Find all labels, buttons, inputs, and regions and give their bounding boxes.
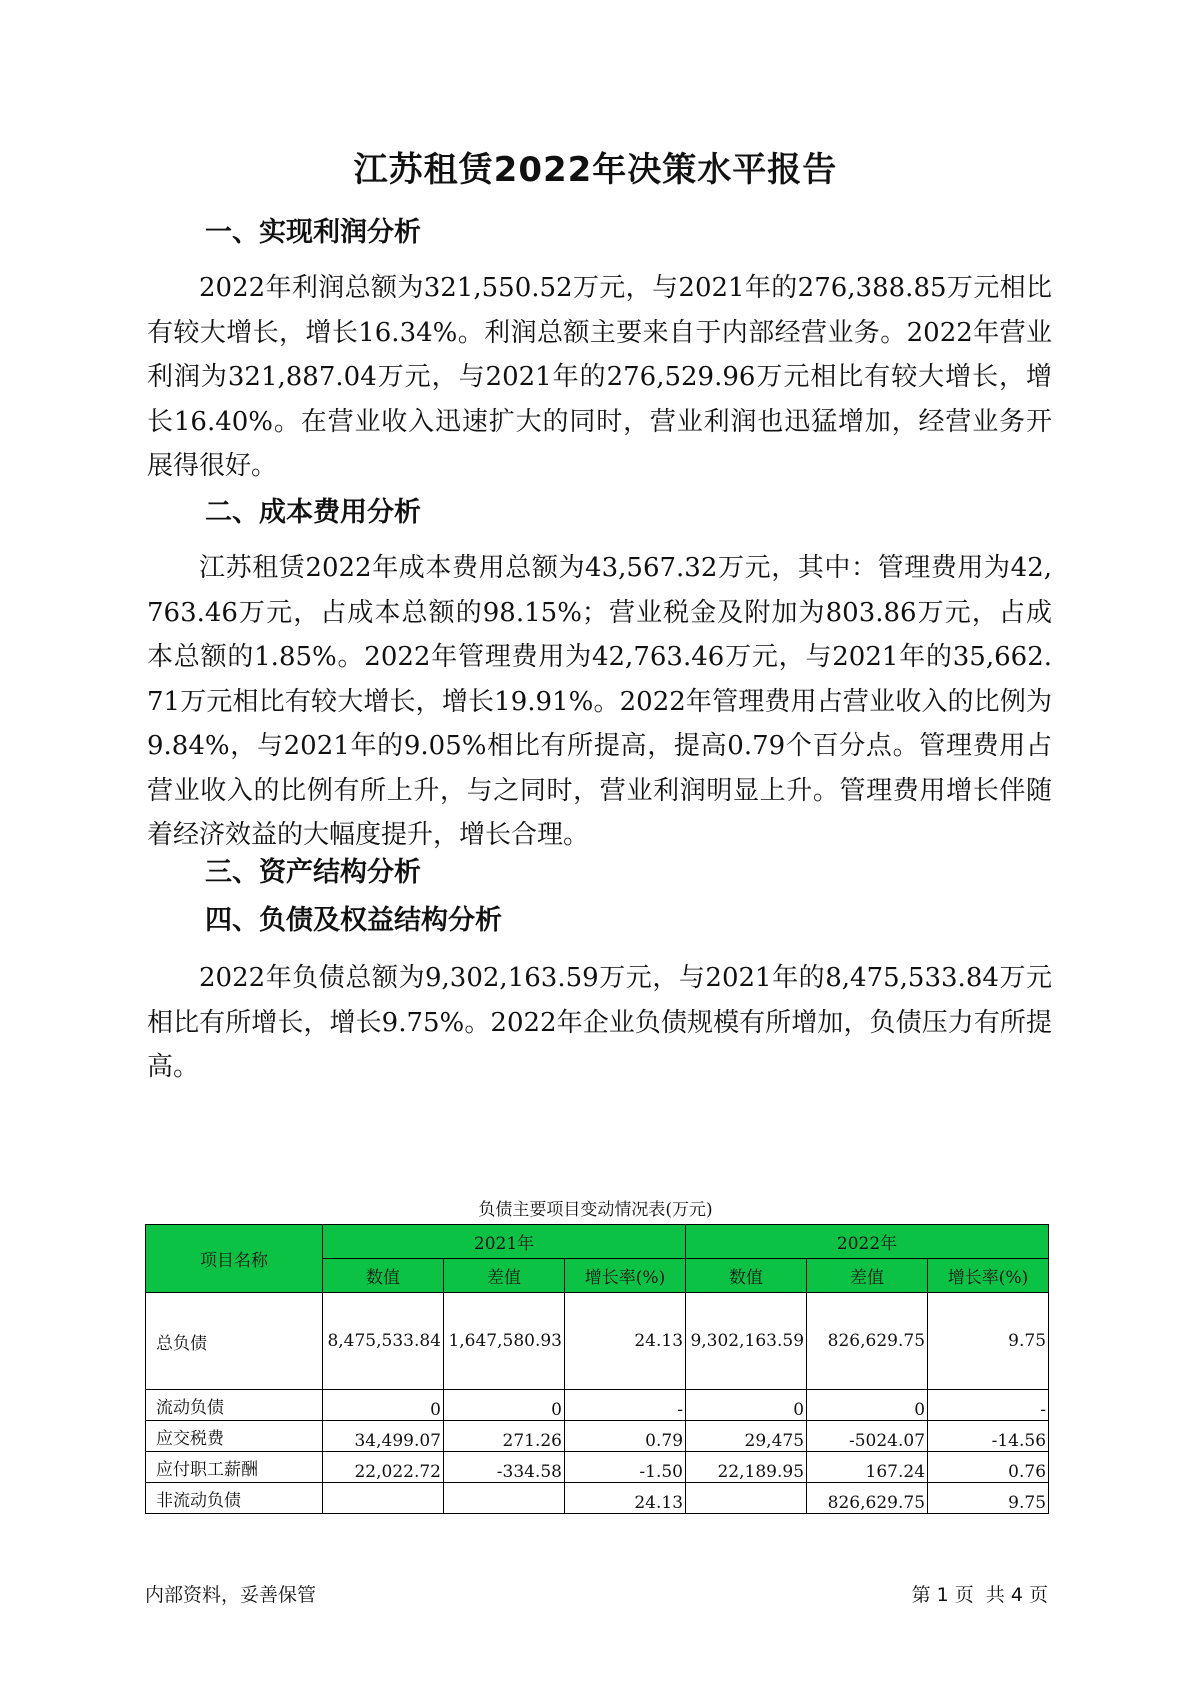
table-cell: 9.75 xyxy=(928,1483,1049,1514)
table-cell: 9.75 xyxy=(928,1293,1049,1390)
header-value: 数值 xyxy=(686,1259,807,1293)
table-row xyxy=(146,1483,1049,1514)
table-cell: 22,022.72 xyxy=(323,1452,444,1483)
section-heading-asset: 三、资产结构分析 xyxy=(205,857,421,888)
table-cell: 167.24 xyxy=(807,1452,928,1483)
table-cell: - xyxy=(928,1390,1049,1421)
header-value: 数值 xyxy=(323,1259,444,1293)
table-cell: 22,189.95 xyxy=(686,1452,807,1483)
table-cell: - xyxy=(565,1390,686,1421)
header-diff: 差值 xyxy=(444,1259,565,1293)
table-cell: -1.50 xyxy=(565,1452,686,1483)
section-heading-profit: 一、实现利润分析 xyxy=(205,217,421,248)
table-cell: 29,475 xyxy=(686,1421,807,1452)
table-row xyxy=(146,1452,1049,1483)
table-cell: 9,302,163.59 xyxy=(686,1293,807,1390)
table-cell xyxy=(444,1483,565,1514)
header-year-2022: 2022年 xyxy=(686,1225,1049,1259)
table-caption: 负债主要项目变动情况表(万元) xyxy=(478,1200,713,1220)
section-heading-liability: 四、负债及权益结构分析 xyxy=(205,905,502,936)
row-label: 非流动负债 xyxy=(146,1483,323,1514)
row-label: 应交税费 xyxy=(146,1421,323,1452)
table-cell: -334.58 xyxy=(444,1452,565,1483)
section-paragraph-liability: 2022年负债总额为9,302,163.59万元，与2021年的8,475,533.84万元相比有所增长，增长9.75%。2022年企业负债规模有所增加，负债压力有所提高。 xyxy=(147,963,1052,1082)
table-cell: 24.13 xyxy=(565,1293,686,1390)
row-label: 流动负债 xyxy=(146,1390,323,1421)
table-cell: 826,629.75 xyxy=(807,1483,928,1514)
header-item-name: 项目名称 xyxy=(146,1225,323,1293)
table-cell: 0.76 xyxy=(928,1452,1049,1483)
table-cell: -14.56 xyxy=(928,1421,1049,1452)
table-cell xyxy=(686,1483,807,1514)
table-cell: 34,499.07 xyxy=(323,1421,444,1452)
table-cell: 0 xyxy=(444,1390,565,1421)
table-row xyxy=(146,1293,1049,1390)
section-paragraph-cost: 江苏租赁2022年成本费用总额为43,567.32万元，其中：管理费用为42,763.46万元，占成本总额的98.15%；营业税金及附加为803.86万元，占成本总额的1.85%。2022年管理费用为42,763.46万元，与2021年的35,662.71万元相比有较大增长，增长19.91%。2022年管理费用占营业收入的比例为9.84%，与2021年的9.05%相比有所提高，提高0.79个百分点。管理费用占营业收入的比例有所上升，与之同时，营业利润明显上升。管理费用增长伴随着经济效益的大幅度提升，增长合理。 xyxy=(147,553,1052,850)
section-paragraph-profit: 2022年利润总额为321,550.52万元，与2021年的276,388.85万元相比有较大增长，增长16.34%。利润总额主要来自于内部经营业务。2022年营业利润为321,887.04万元，与2021年的276,529.96万元相比有较大增长，增长16.40%。在营业收入迅速扩大的同时，营业利润也迅猛增加，经营业务开展得很好。 xyxy=(147,273,1052,481)
header-diff: 差值 xyxy=(807,1259,928,1293)
row-label: 应付职工薪酬 xyxy=(146,1452,323,1483)
table-cell: 0 xyxy=(323,1390,444,1421)
table-cell: 0 xyxy=(807,1390,928,1421)
table-cell xyxy=(323,1483,444,1514)
row-label: 总负债 xyxy=(146,1293,323,1390)
table-cell: 24.13 xyxy=(565,1483,686,1514)
table-cell: 271.26 xyxy=(444,1421,565,1452)
table-cell: -5024.07 xyxy=(807,1421,928,1452)
table-cell: 0.79 xyxy=(565,1421,686,1452)
header-growth-rate: 增长率(%) xyxy=(928,1259,1049,1293)
section-heading-cost: 二、成本费用分析 xyxy=(205,497,421,528)
table-row xyxy=(146,1421,1049,1452)
header-growth-rate: 增长率(%) xyxy=(565,1259,686,1293)
table-cell: 826,629.75 xyxy=(807,1293,928,1390)
page-title: 江苏租赁2022年决策水平报告 xyxy=(353,150,838,190)
header-year-2021: 2021年 xyxy=(323,1225,686,1259)
table-cell: 0 xyxy=(686,1390,807,1421)
table-cell: 8,475,533.84 xyxy=(323,1293,444,1390)
footer-confidential-note: 内部资料，妥善保管 xyxy=(145,1584,317,1606)
liability-table xyxy=(145,1224,1049,1514)
table-cell: 1,647,580.93 xyxy=(444,1293,565,1390)
page-number: 第 1 页 共 4 页 xyxy=(911,1584,1048,1606)
table-row xyxy=(146,1390,1049,1421)
